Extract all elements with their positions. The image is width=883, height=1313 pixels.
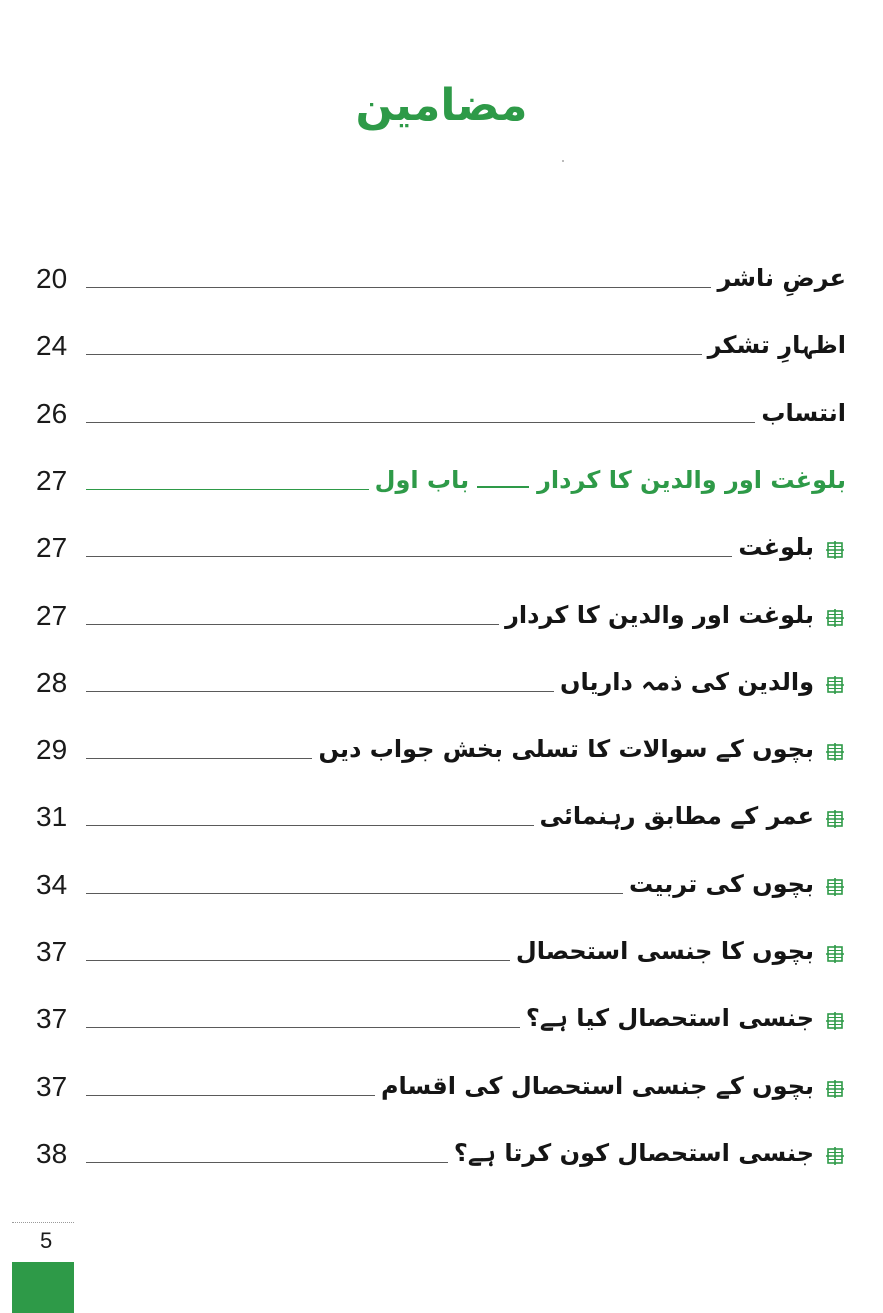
toc-entry-label: عرضِ ناشر: [717, 264, 846, 292]
toc-page-number: 37: [36, 936, 68, 967]
toc-page-number: 27: [36, 464, 68, 496]
toc-entry: [36, 1054, 846, 1104]
toc-page-number: 20: [36, 263, 68, 294]
lattice-ornament-icon: [824, 808, 846, 830]
toc-entry-label: عمر کے مطابق رہنمائی: [539, 802, 814, 831]
toc-entry-label: اظہارِ تشکر: [707, 331, 846, 360]
folio-page-number: 5: [40, 1228, 53, 1253]
toc-page-number: 37: [36, 1003, 68, 1035]
folio-color-bar: [12, 1262, 74, 1313]
lattice-ornament-icon: [824, 943, 846, 965]
lattice-ornament-icon: [824, 1078, 846, 1100]
dotted-leader: [86, 1095, 375, 1096]
toc-entry: [36, 1121, 846, 1171]
toc-page-number: 34: [36, 868, 68, 900]
chapter-subtitle: بلوغت اور والدین کا کردار: [537, 465, 846, 494]
toc-entry-label: بچوں کی تربیت: [629, 869, 814, 898]
lattice-ornament-icon: [824, 741, 846, 763]
lattice-ornament-icon: [824, 1010, 846, 1032]
toc-entry: [36, 313, 846, 363]
dotted-leader: [86, 960, 510, 961]
toc-entry-label: انتساب: [761, 398, 846, 427]
dotted-leader: [86, 893, 623, 894]
toc-entry: [36, 784, 846, 834]
lattice-ornament-icon: [824, 1145, 846, 1167]
chapter-heading: [375, 462, 846, 498]
dotted-leader: [86, 624, 499, 625]
toc-page-number: 27: [36, 532, 68, 564]
dotted-leader: [86, 354, 702, 355]
toc-page-number: 28: [36, 666, 68, 698]
toc-entry: [36, 246, 846, 296]
toc-entry: [36, 986, 846, 1036]
dotted-leader: [86, 556, 732, 557]
dotted-leader: [86, 422, 755, 423]
toc-entry-label: بچوں کے سوالات کا تسلی بخش جواب دیں: [318, 735, 814, 764]
toc-page-number: 27: [36, 599, 68, 631]
toc-entry: [36, 717, 846, 767]
chapter-dash: [477, 486, 529, 488]
toc-entry-label: جنسی استحصال کون کرتا ہے؟: [453, 1138, 814, 1167]
toc-entry: [36, 381, 846, 431]
chapter-label: باب اول: [374, 465, 470, 494]
toc-entry: [36, 515, 846, 565]
toc-entry-label: بچوں کے جنسی استحصال کی اقسام: [380, 1071, 814, 1100]
toc-entry-label: بلوغت اور والدین کا کردار: [505, 600, 814, 629]
toc-page-number: 38: [36, 1137, 68, 1169]
toc-entry: [36, 583, 846, 633]
dotted-leader: [86, 1162, 448, 1163]
toc-page-number: 24: [36, 330, 68, 362]
toc-entry: [36, 852, 846, 902]
lattice-ornament-icon: [824, 674, 846, 696]
toc-entry-label: والدین کی ذمہ داریاں: [559, 667, 814, 696]
dotted-leader: [86, 691, 554, 692]
toc-page-number: 31: [36, 801, 68, 833]
toc-page-number: 29: [36, 734, 68, 766]
toc-entry-label: بلوغت: [738, 533, 814, 562]
toc-entry-label: جنسی استحصال کیا ہے؟: [525, 1004, 814, 1033]
dotted-leader: [86, 1027, 520, 1028]
toc-entry: [36, 919, 846, 969]
lattice-ornament-icon: [824, 539, 846, 561]
toc-entry: [36, 650, 846, 700]
toc-entry-label: بچوں کا جنسی استحصال: [515, 937, 814, 965]
page-title: مضامین: [355, 80, 528, 131]
dotted-leader: [86, 825, 534, 826]
folio-divider: [12, 1222, 74, 1223]
toc-entry: [36, 448, 846, 498]
lattice-ornament-icon: [824, 607, 846, 629]
dotted-leader: [86, 287, 711, 288]
lattice-ornament-icon: [824, 876, 846, 898]
dotted-leader: [86, 758, 312, 759]
toc-page-number: 26: [36, 397, 68, 429]
toc-page-number: 37: [36, 1070, 68, 1102]
dotted-leader: [86, 489, 369, 490]
